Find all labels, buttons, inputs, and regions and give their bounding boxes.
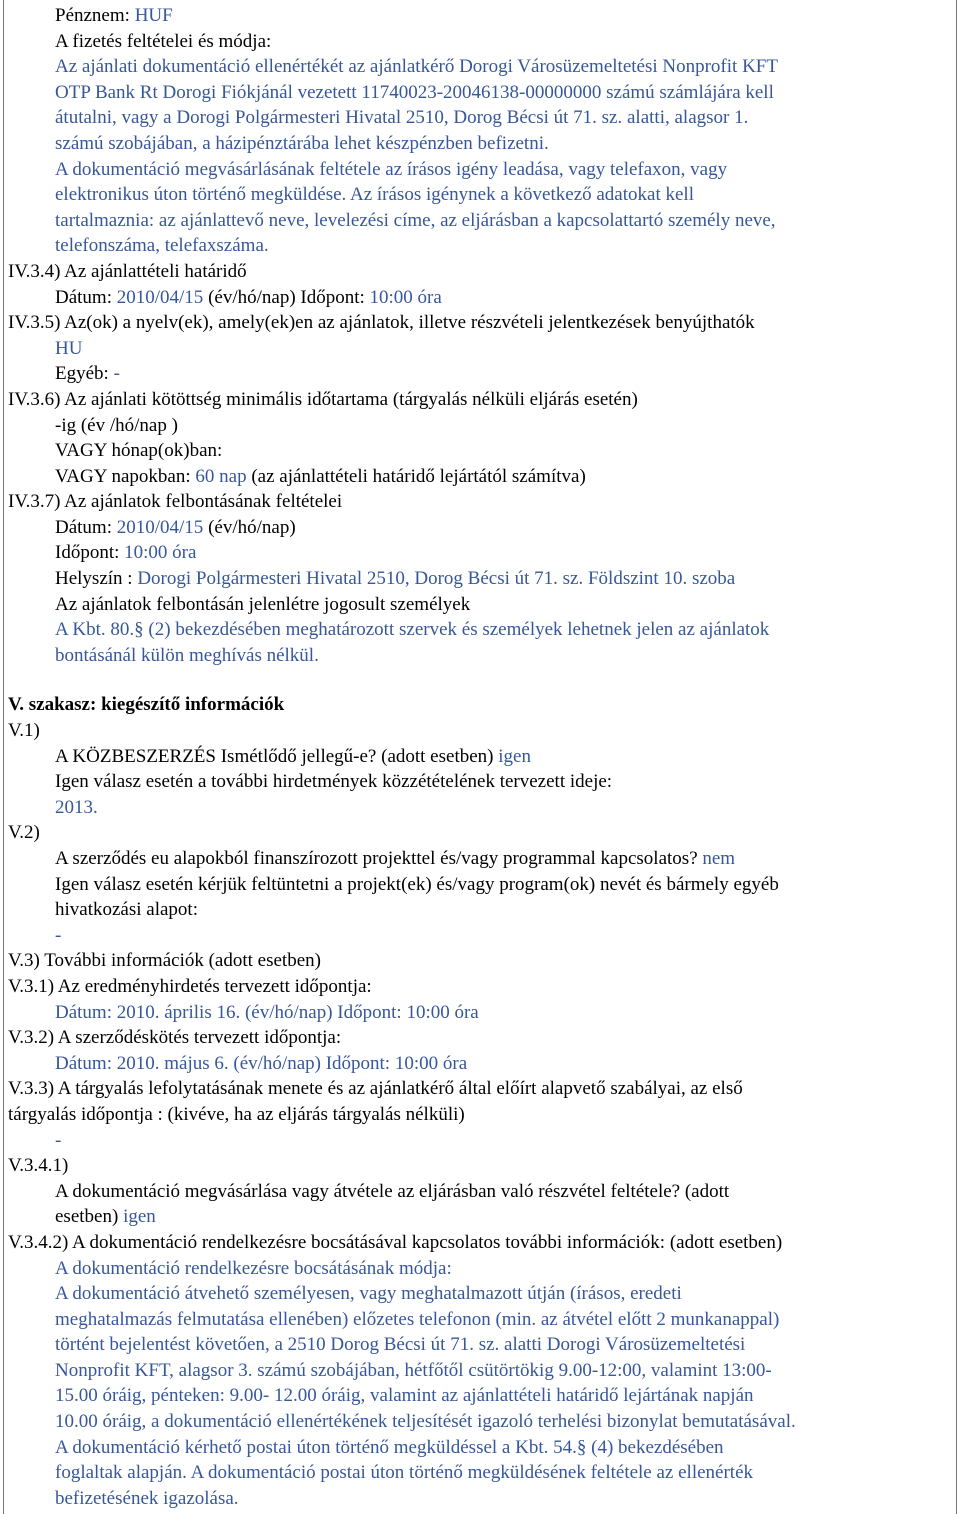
payment-line: OTP Bank Rt Dorogi Fiókjánál vezetett 11740023-20046138-00000000 számú számlájára kell [55, 81, 774, 103]
section-gap [8, 668, 956, 692]
section-title-v: V. szakasz: kiegészítő információk [8, 694, 285, 716]
v3-heading: V.3) További információk (adott esetben) [8, 950, 321, 972]
section-heading-iv-3-5: IV.3.5) Az(ok) a nyelv(ek), amely(ek)en az ajánlatok, illetve részvételi jelentkezések benyújthatók [8, 312, 755, 334]
date-format: (év/hó/nap) [208, 286, 296, 308]
payment-line-part: Az írásos igénynek a következő adatokat kell [346, 184, 694, 206]
section-heading-iv-3-7: IV.3.7) Az ajánlatok felbontásának feltételei [8, 491, 343, 513]
date-label: Dátum: [55, 516, 112, 538]
payment-line: tartalmaznia: az ajánlattevő neve, levelezési címe, az eljárásban a kapcsolattartó személy neve, [55, 209, 776, 231]
v31-value: Dátum: 2010. április 16. (év/hó/nap) Időpont: 10:00 óra [55, 1001, 479, 1023]
date-label: Dátum: [55, 286, 112, 308]
section-heading-iv-3-6: IV.3.6) Az ajánlati kötöttség minimális időtartama (tárgyalás nélküli eljárás esetén) [8, 388, 638, 410]
v1-question: A KÖZBESZERZÉS Ismétlődő jellegű-e? (adott esetben) [55, 745, 494, 767]
language-value: HU [55, 337, 83, 359]
payment-line: Az ajánlati dokumentáció ellenértékét az ajánlatkérő Dorogi Városüzemeltetési Nonprofit KFT [55, 56, 778, 78]
v342-line: foglaltak alapján. A dokumentáció postai úton történő megküldésének feltétele az ellenérték [55, 1462, 753, 1484]
time-label: Időpont: [55, 542, 120, 564]
page-left-border [3, 0, 4, 1514]
v32-heading: V.3.2) A szerződéskötés tervezett időpontja: [8, 1027, 342, 1049]
currency-label: Pénznem: [55, 5, 130, 26]
v33-heading-line: tárgyalás időpontja : (kivéve, ha az eljárás tárgyalás nélküli) [8, 1103, 465, 1125]
section-heading-iv-3-4: IV.3.4) Az ajánlattételi határidő [8, 260, 247, 282]
v341-label: V.3.4.1) [8, 1155, 69, 1177]
time-value: 10:00 óra [124, 542, 197, 564]
binding-line: VAGY hónap(ok)ban: [55, 440, 223, 462]
opening-time-line [8, 540, 956, 566]
v341-answer: igen [123, 1206, 156, 1228]
payment-line: telefonszáma, telefaxszáma. [55, 235, 269, 257]
v2-question: A szerződés eu alapokból finanszírozott projekttel és/vagy programmal kapcsolatos? [55, 848, 698, 869]
v1-question-line [8, 744, 956, 770]
payment-heading: A fizetés feltételei és módja: [55, 30, 272, 52]
language-other-line [8, 361, 956, 387]
days-value: 60 nap [195, 465, 247, 487]
document-body [8, 3, 956, 1511]
payment-line: A dokumentáció megvásárlásának feltétele az írásos igény leadása, vagy telefaxon, vagy [55, 158, 728, 180]
v342-line: A dokumentáció rendelkezésre bocsátásának módja: [55, 1257, 452, 1279]
deadline-line [8, 285, 956, 311]
v2-followup-value: - [55, 924, 62, 946]
date-value: 2010/04/15 [116, 516, 204, 538]
payment-line: átutalni, vagy a Dorogi Polgármesteri Hivatal 2510, Dorog Bécsi út 71. sz. alatti, alagsor 1. [55, 107, 749, 129]
v342-line: 15.00 óráig, pénteken: 9.00- 12.00 óráig, valamint az ajánlattételi határidő lejártának napján [55, 1385, 754, 1407]
days-label: VAGY napokban: [55, 465, 191, 487]
opening-persons-line: bontásánál külön meghívás nélkül. [55, 644, 319, 666]
currency-line [8, 3, 956, 29]
v342-line: 10.00 óráig, a dokumentáció ellenértékének teljesítését igazoló terhelési bizonylat bemutatásával. [55, 1411, 796, 1433]
other-value: - [113, 363, 120, 385]
binding-days-line [8, 464, 956, 490]
v341-question-line: A dokumentáció megvásárlása vagy átvétele az eljárásban való részvétel feltétele? (adott [55, 1180, 730, 1202]
v342-line: A dokumentáció kérhető postai úton történő megküldéssel a Kbt. 54.§ (4) bekezdésében [55, 1436, 724, 1458]
payment-line-part: elektronikus úton történő megküldése. [55, 184, 347, 206]
opening-persons-line: A Kbt. 80.§ (2) bekezdésében meghatározott szervek és személyek lehetnek jelen az ajánlatok [55, 619, 770, 641]
v342-line: befizetésének igazolása. [55, 1487, 239, 1509]
payment-line [8, 182, 956, 208]
page-right-border [956, 0, 957, 1514]
v32-value: Dátum: 2010. május 6. (év/hó/nap) Időpont: 10:00 óra [55, 1052, 468, 1074]
time-label: Időpont: [300, 286, 365, 308]
binding-line: -ig (év /hó/nap ) [55, 414, 178, 436]
opening-date-line [8, 515, 956, 541]
other-label: Egyéb: [55, 363, 109, 385]
v1-answer: igen [498, 745, 531, 767]
v2-question-line [8, 846, 956, 872]
v33-heading-line: V.3.3) A tárgyalás lefolytatásának menete és az ajánlatkérő által előírt alapvető szabályai, az első [8, 1078, 743, 1100]
v342-line: A dokumentáció átvehető személyesen, vagy meghatalmazott útján (írásos, eredeti [55, 1283, 682, 1305]
date-format: (év/hó/nap) [208, 516, 296, 538]
v1-followup: Igen válasz esetén a további hirdetmények közzétételének tervezett ideje: [55, 771, 613, 793]
place-label: Helyszín : [55, 568, 133, 590]
time-value: 10:00 óra [369, 286, 442, 308]
v342-line: Nonprofit KFT, alagsor 3. számú szobájában, hétfőtől csütörtökig 9.00-12:00, valamint 13:00- [55, 1359, 772, 1381]
v341-question-line [8, 1204, 956, 1230]
v341-question-end: esetben) [55, 1206, 119, 1228]
v2-answer: nem [702, 848, 736, 869]
v2-followup-line: Igen válasz esetén kérjük feltüntetni a projekt(ek) és/vagy program(ok) nevét és bármely egyéb [55, 873, 779, 895]
v1-followup-value: 2013. [55, 796, 98, 818]
currency-value: HUF [134, 5, 173, 26]
v342-heading: V.3.4.2) A dokumentáció rendelkezésre bocsátásával kapcsolatos további információk: (adott esetben) [8, 1231, 783, 1253]
v342-line: történt bejelentést követően, a 2510 Dorog Bécsi út 71. sz. alatti Dorogi Városüzemeltetési [55, 1334, 746, 1356]
v342-line: meghatalmazás felmutatása ellenében) előzetes telefonon (min. az átvétel előtt 2 munkanappal) [55, 1308, 780, 1330]
date-value: 2010/04/15 [116, 286, 204, 308]
opening-place-line [8, 566, 956, 592]
payment-line: számú szobájában, a házipénztárába lehet készpénzben befizetni. [55, 132, 549, 154]
v31-heading: V.3.1) Az eredményhirdetés tervezett időpontja: [8, 975, 372, 997]
opening-persons-label: Az ajánlatok felbontásán jelenlétre jogosult személyek [55, 593, 471, 615]
place-value: Dorogi Polgármesteri Hivatal 2510, Dorog Bécsi út 71. sz. Földszint 10. szoba [137, 568, 736, 590]
v2-followup-line: hivatkozási alapot: [55, 899, 198, 921]
v2-label: V.2) [8, 822, 40, 844]
v33-value: - [55, 1129, 62, 1151]
v1-label: V.1) [8, 720, 40, 742]
days-suffix: (az ajánlattételi határidő lejártától számítva) [251, 465, 586, 487]
